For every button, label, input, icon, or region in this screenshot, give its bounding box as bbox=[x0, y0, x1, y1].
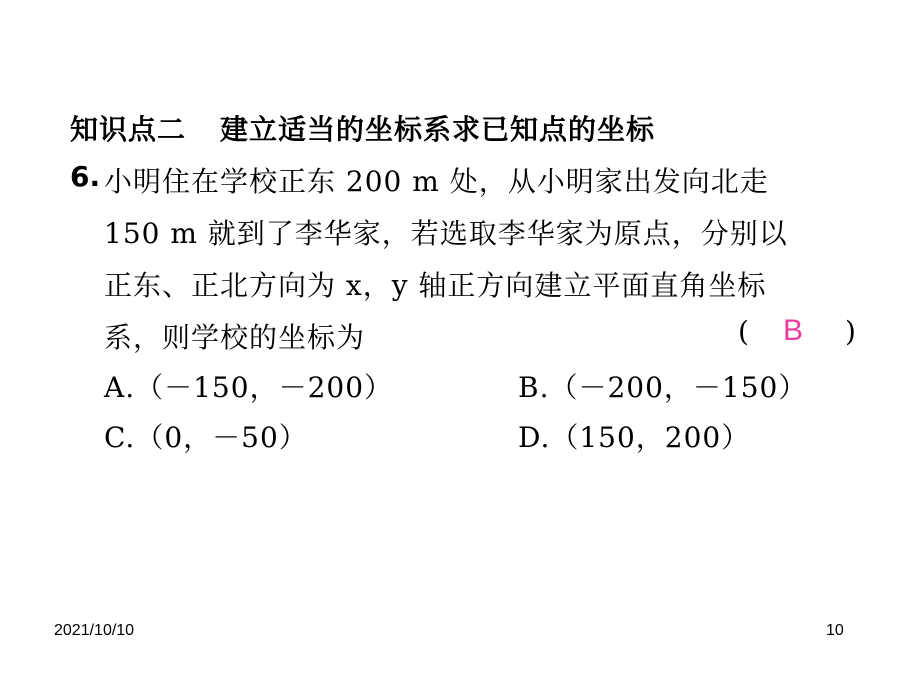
option-a: A.（－150，－200） bbox=[104, 371, 394, 404]
question-line-3: 正东、正北方向为 x，y 轴正方向建立平面直角坐标 bbox=[104, 269, 767, 302]
option-d: D.（150，200） bbox=[518, 421, 751, 454]
footer-date: 2021/10/10 bbox=[54, 622, 135, 639]
option-b: B.（－200，－150） bbox=[518, 371, 808, 404]
question-line-4: 系，则学校的坐标为 bbox=[104, 321, 366, 354]
heading-label: 知识点二 bbox=[70, 113, 187, 146]
answer-letter: B bbox=[783, 314, 804, 347]
section-heading bbox=[70, 108, 655, 148]
question-number: 6. bbox=[70, 160, 101, 193]
question-line-1: 小明住在学校正东 200 m 处，从小明家出发向北走 bbox=[104, 165, 769, 198]
answer-paren-close: ) bbox=[845, 315, 856, 348]
question-line-2: 150 m 就到了李华家，若选取李华家为原点，分别以 bbox=[104, 217, 788, 250]
footer-page-number: 10 bbox=[826, 622, 844, 639]
heading-title: 建立适当的坐标系求已知点的坐标 bbox=[220, 113, 656, 146]
option-c: C.（0，－50） bbox=[104, 421, 308, 454]
answer-paren-open: ( bbox=[738, 315, 749, 348]
